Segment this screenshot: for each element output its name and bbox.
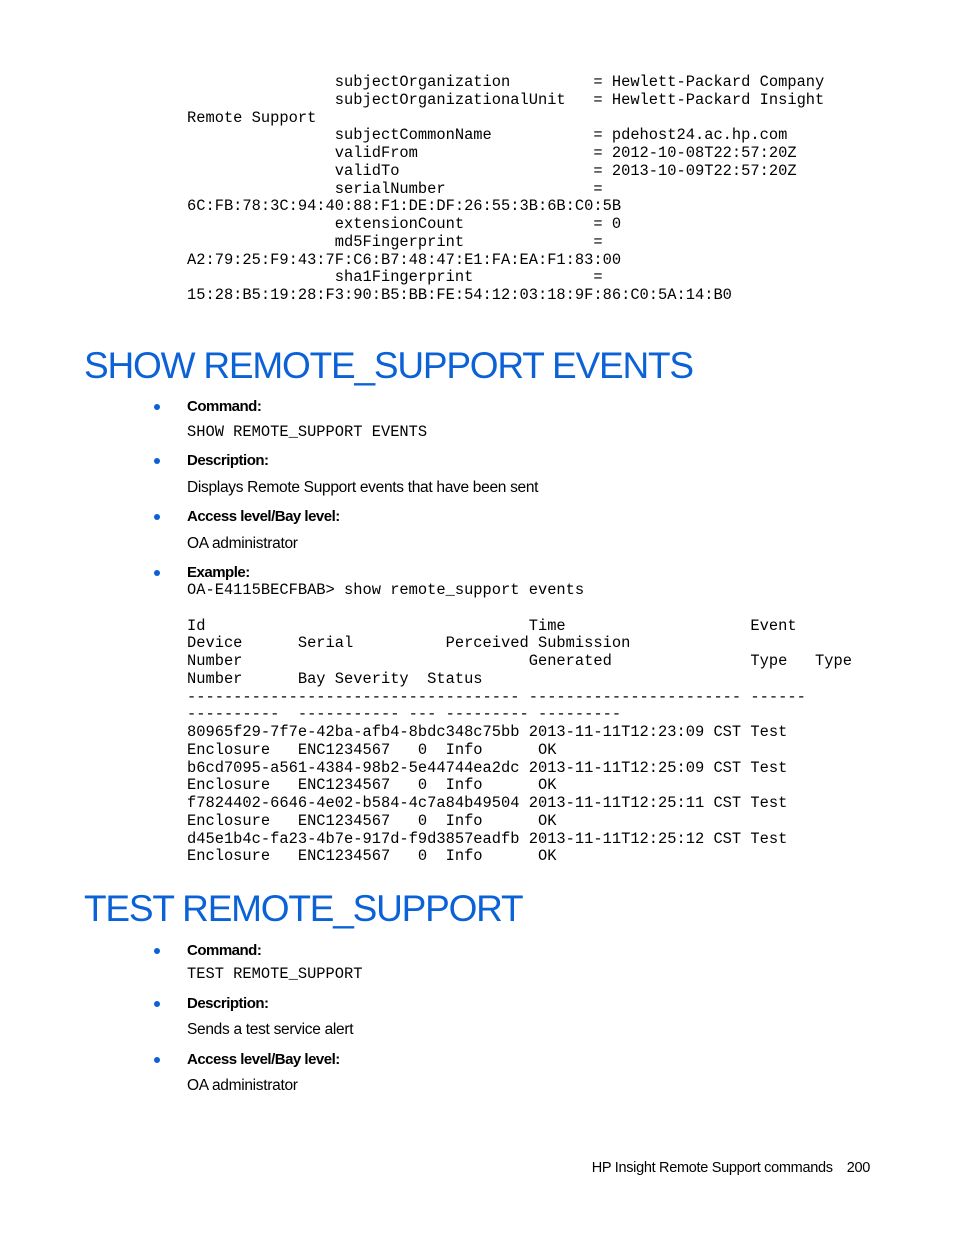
certificate-output: subjectOrganization = Hewlett-Packard Company subjectOrganizationalUnit = Hewlett-Packard Insight Remote Support subjectCommonName = pdehost24.ac.hp.com validFrom = 2012-10-08T22:57:20Z validTo = 2013-10-09T22:57:20Z serialNumber = 6C:FB:78:3C:94:40:88:F1:DE:DF:26:55:3B:6B:C0:5B extensionCount = 0 md5Fingerprint = A2:79:25:F9:43:7F:C6:B7:48:47:E1:FA:EA:F1:83:00 sha1Fingerprint = 15:28:B5:19:28:F3:90:B5:BB:FE:54:12:03:18:9F:86:C0:5A:14:B0: [187, 73, 825, 304]
access-level-label: Access level/Bay level:: [187, 508, 340, 525]
bullet-dot-icon: [154, 570, 160, 576]
bullet-dot-icon: [154, 1001, 160, 1007]
bullet-dot-icon: [154, 404, 160, 410]
footer-title: HP Insight Remote Support commands: [591, 1160, 833, 1176]
access-level-label: Access level/Bay level:: [187, 1051, 340, 1068]
command-text: TEST REMOTE_SUPPORT: [187, 965, 363, 983]
bullet-dot-icon: [154, 458, 160, 464]
example-output: OA-E4115BECFBAB> show remote_support events Id Time Event Device Serial Perceived Submission Number Generated Type Type Number Bay Severity Status ------------------------------------ ----------------------- ------ ---------- ----------- --- --------- --------- 80965f29-7f7e-42ba-afb4-8bdc348c75bb 2013-11-11T12:23:09 CST Test Enclosure ENC1234567 0 Info OK b6cd7095-a561-4384-98b2-5e44744ea2dc 2013-11-11T12:25:09 CST Test Enclosure ENC1234567 0 Info OK f7824402-6646-4e02-b584-4c7a84b49504 2013-11-11T12:25:11 CST Test Enclosure ENC1234567 0 Info OK d45e1b4c-fa23-4b7e-917d-f9d3857eadfb 2013-11-11T12:25:12 CST Test Enclosure ENC1234567 0 Info OK: [187, 581, 852, 866]
command-label: Command:: [187, 942, 262, 959]
section-heading-test-remote-support: TEST REMOTE_SUPPORT: [84, 888, 523, 929]
bullet-dot-icon: [154, 948, 160, 954]
section-heading-show-remote-support-events: SHOW REMOTE_SUPPORT EVENTS: [84, 345, 693, 386]
example-label: Example:: [187, 564, 250, 581]
access-level-text: OA administrator: [187, 1077, 298, 1094]
description-label: Description:: [187, 452, 269, 469]
page-footer: [592, 1158, 870, 1178]
description-label: Description:: [187, 995, 269, 1012]
description-text: Sends a test service alert: [187, 1021, 354, 1038]
command-label: Command:: [187, 398, 262, 415]
access-level-text: OA administrator: [187, 535, 298, 552]
description-text: Displays Remote Support events that have been sent: [187, 479, 539, 496]
command-text: SHOW REMOTE_SUPPORT EVENTS: [187, 423, 428, 441]
bullet-dot-icon: [154, 514, 160, 520]
page-number: 200: [846, 1160, 870, 1176]
bullet-dot-icon: [154, 1057, 160, 1063]
